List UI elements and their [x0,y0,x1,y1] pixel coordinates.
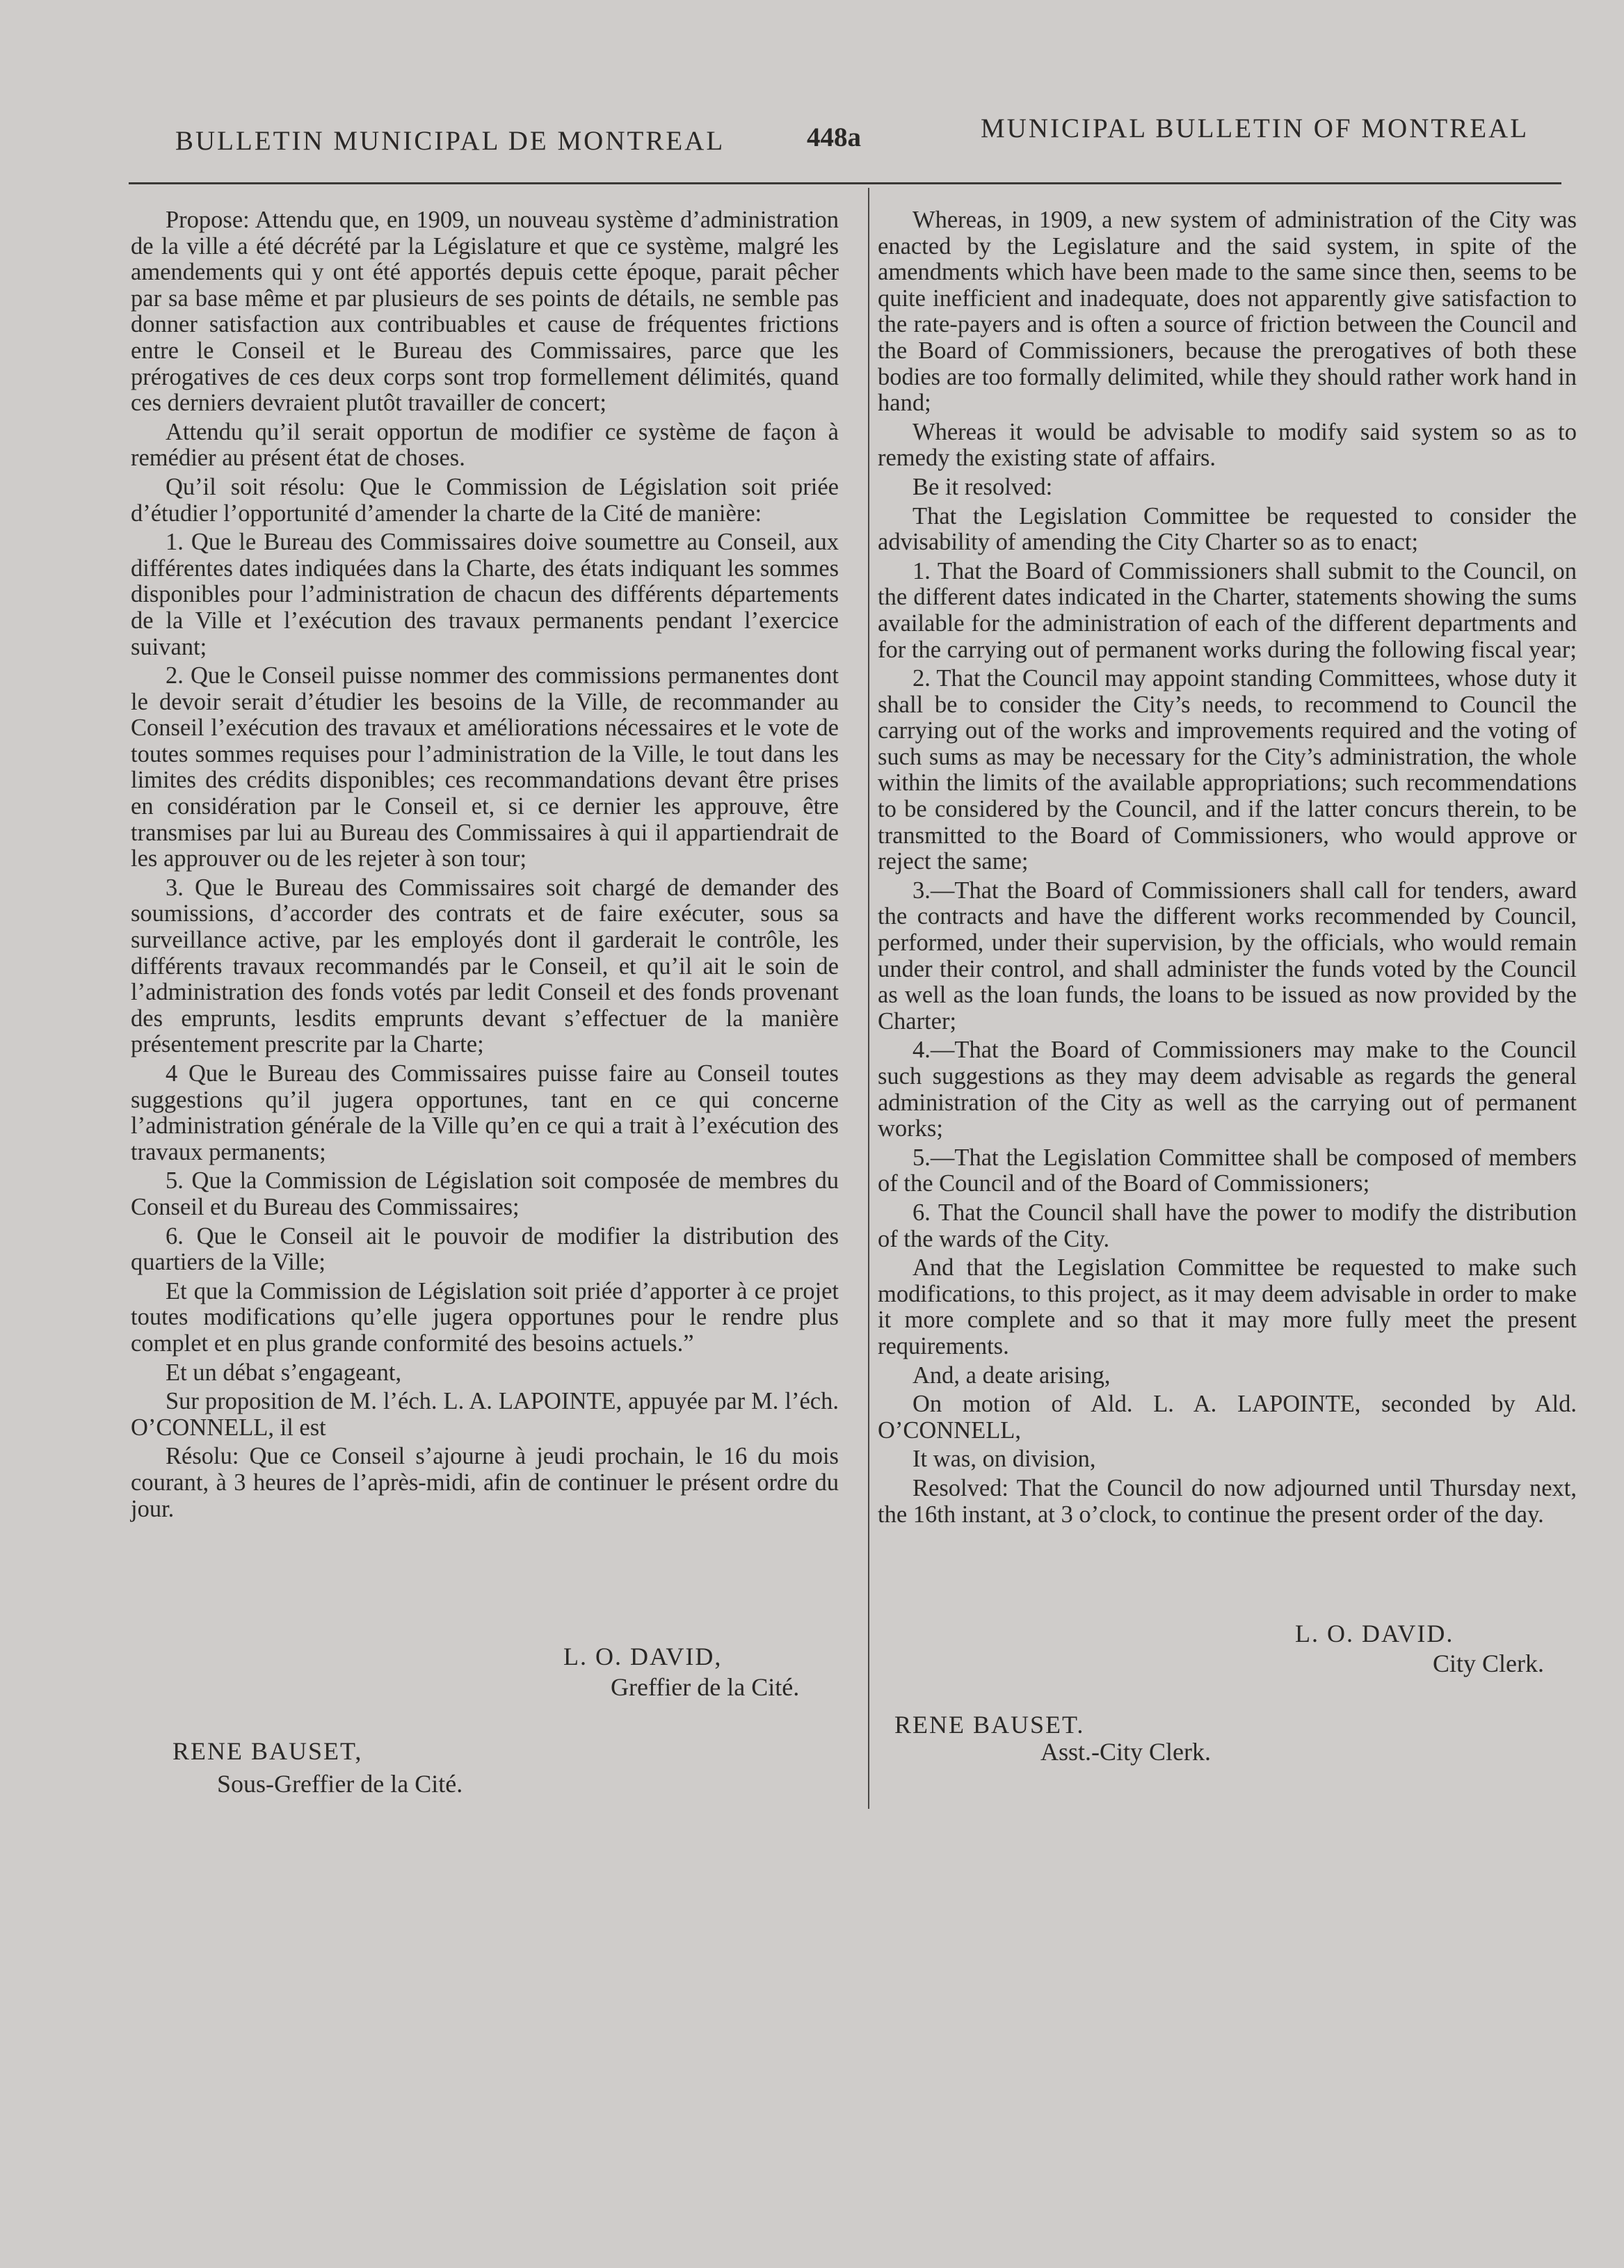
fr-paragraph: Propose: Attendu que, en 1909, un nouveau système d’administration de la ville a été décrété par la Législature et que ce système, malgré les amendements qui y ont été apportés depuis cette époque, parait pêcher par sa base même et par plusieurs de ses points de détails, ne semble pas donner satisfaction aux contribuables et cause de fréquentes frictions entre le Conseil et le Bureau des Commissaires, parce que les prérogatives de ces deux corps sont trop formellement délimités, quand ces derniers devraient plutôt travailler de concert; [131,207,839,417]
en-paragraph: Whereas, in 1909, a new system of administration of the City was enacted by the Legislature and the said system, in spite of the amendments which have been made to the same since then, seems to be quite inefficient and inadequate, does not apparently give satisfaction to the rate-payers and is often a source of friction between the Council and the Board of Commissioners, because the prerogatives of both these bodies are too formally delimited, while they should rather work hand in hand; [878,207,1577,417]
fr-paragraph: Attendu qu’il serait opportun de modifier ce système de façon à remédier au présent état de choses. [131,418,839,472]
fr-paragraph: Et un débat s’engageant, [166,1359,402,1386]
en-clerk-name: L. O. DAVID. [1295,1620,1454,1647]
fr-clerk-name: L. O. DAVID, [563,1643,723,1670]
fr-asst-clerk-name: RENE BAUSET, [172,1737,363,1765]
fr-asst-clerk-title: Sous-Greffier de la Cité. [217,1770,463,1798]
header-french-title: BULLETIN MUNICIPAL DE MONTREAL [175,126,725,156]
fr-paragraph: 5. Que la Commission de Législation soit composée de membres du Conseil et du Bureau des Commissaires; [131,1167,839,1220]
fr-paragraph: Qu’il soit résolu: Que le Commission de Législation soit priée d’étudier l’opportunité d’amender la charte de la Cité de manière: [131,473,839,527]
en-paragraph: 3.—That the Board of Commissioners shall call for tenders, award the contracts and have the different works recommended by Council, performed, under their supervision, by the officials, who would remain under their control, and shall administer the funds voted by the Council as well as the loan funds, the loans to be issued as now provided by the Charter; [878,877,1577,1035]
en-asst-clerk-title: Asst.-City Clerk. [1040,1738,1212,1766]
en-paragraph: Be it resolved: [913,473,1053,500]
en-paragraph: And that the Legislation Committee be requested to make such modifications, to this project, as it may deem advisable in order to make it more complete and so that it may more fully meet the present requirements. [878,1254,1577,1359]
en-paragraph: It was, on division, [913,1446,1096,1473]
en-paragraph: 4.—That the Board of Commissioners may make to the Council such suggestions as they may deem advisable as regards the general administration of the City as well as the carrying out of permanent works; [878,1037,1577,1142]
column-divider [868,188,869,1809]
en-paragraph: 1. That the Board of Commissioners shall submit to the Council, on the different dates indicated in the Charter, statements showing the sums available for the administration of each of the different departments and for the carrying out of permanent works during the following fiscal year; [878,557,1577,663]
en-paragraph: On motion of Ald. L. A. LAPOINTE, seconded by Ald. O’CONNELL, [878,1391,1577,1444]
en-paragraph: That the Legislation Committee be requested to consider the advisability of amending the City Charter so as to enact; [878,502,1577,556]
en-paragraph: 2. That the Council may appoint standing Committees, whose duty it shall be to consider the City’s needs, to recommend to Council the carrying out of the works and improvements required and the voting of such sums as may be necessary for the City’s administration, the whole within the limits of the available appropriations; such recommendations to be considered by the Council, and if the latter concurs therein, to be transmitted to the Board of Commissioners, who would approve or reject the same; [878,665,1577,875]
page-number: 448a [807,122,861,152]
en-paragraph: Resolved: That the Council do now adjourned until Thursday next, the 16th instant, at 3 o’clock, to continue the present order of the day. [878,1474,1577,1528]
fr-paragraph: 1. Que le Bureau des Commissaires doive soumettre au Conseil, aux différentes dates indiquées dans la Charte, des états indiquant les sommes disponibles pour l’administration de chacun des différents départements de la Ville et l’exécution des travaux permanents pendant l’exercice suivant; [131,529,839,660]
en-paragraph: And, a deate arising, [913,1361,1111,1389]
en-paragraph: Whereas it would be advisable to modify said system so as to remedy the existing state of affairs. [878,418,1577,472]
en-paragraph: 5.—That the Legislation Committee shall be composed of members of the Council and of the Board of Commissioners; [878,1144,1577,1197]
fr-paragraph: 6. Que le Conseil ait le pouvoir de modifier la distribution des quartiers de la Ville; [131,1222,839,1276]
en-paragraph: 6. That the Council shall have the power to modify the distribution of the wards of the City. [878,1199,1577,1252]
fr-paragraph: Résolu: Que ce Conseil s’ajourne à jeudi prochain, le 16 du mois courant, à 3 heures de l’après-midi, afin de continuer le présent ordre du jour. [131,1443,839,1522]
fr-paragraph: 3. Que le Bureau des Commissaires soit chargé de demander des soumissions, d’accorder des contrats et de faire exécuter, sous sa surveillance active, par les employés dont il garderait le contrôle, les différents travaux recommandés par le Conseil, et qu’il ait le soin de l’administration des fonds votés par ledit Conseil et des fonds provenant des emprunts, lesdits emprunts devant s’effectuer de la manière présentement prescrite par la Charte; [131,874,839,1058]
header-english-title: MUNICIPAL BULLETIN OF MONTREAL [981,113,1529,143]
english-column [878,207,1577,1531]
fr-paragraph: Sur proposition de M. l’éch. L. A. LAPOINTE, appuyée par M. l’éch. O’CONNELL, il est [131,1388,839,1441]
header-rule [129,182,1561,184]
french-column [131,207,839,1525]
fr-paragraph: Et que la Commission de Législation soit priée d’apporter à ce projet toutes modifications qu’elle jugera opportunes pour le rendre plus complet et en plus grande conformité des besoins actuels.” [131,1277,839,1357]
en-asst-clerk-name: RENE BAUSET. [894,1711,1085,1739]
en-clerk-title: City Clerk. [1433,1650,1544,1677]
fr-paragraph: 4 Que le Bureau des Commissaires puisse faire au Conseil toutes suggestions qu’il jugera opportunes, tant en ce qui concerne l’administration générale de la Ville qu’en ce qui a trait à l’exécution des travaux permanents; [131,1060,839,1165]
fr-clerk-title: Greffier de la Cité. [611,1673,800,1701]
fr-paragraph: 2. Que le Conseil puisse nommer des commissions permanentes dont le devoir serait d’étudier les besoins de la Ville, de recommander au Conseil l’exécution des travaux et améliorations nécessaires et le vote de toutes sommes requises pour l’administration de la Ville, le tout dans les limites des crédits disponibles; ces recommandations devant être prises en considération par le Conseil et, si ce dernier les approuve, être transmises par lui au Bureau des Commissaires à qui il appartiendrait de les approuver ou de les rejeter à son tour; [131,662,839,872]
